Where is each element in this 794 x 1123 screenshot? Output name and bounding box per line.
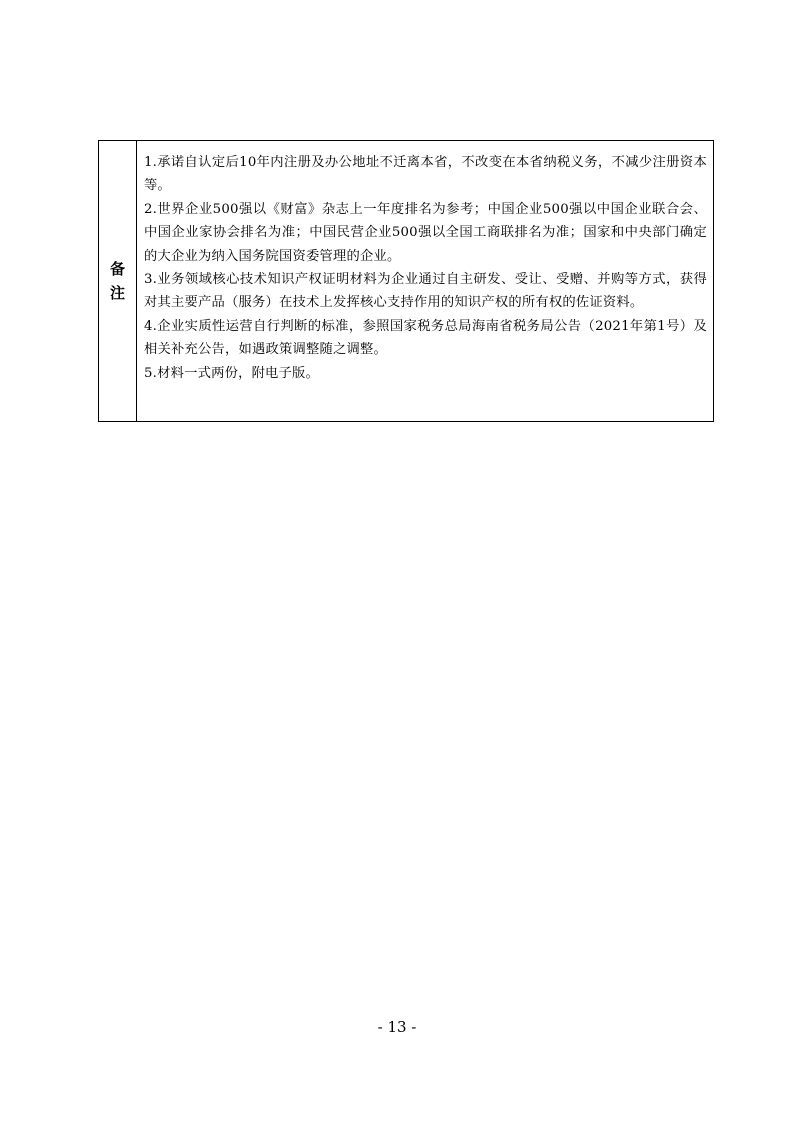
notes-label-char-1: 备 xyxy=(109,260,125,278)
notes-table xyxy=(98,140,714,422)
notes-label-cell xyxy=(99,141,137,421)
page-number: - 13 - xyxy=(377,1018,417,1036)
note-item-3: 3.业务领域核心技术知识产权证明材料为企业通过自主研发、受让、受赠、并购等方式，获得对其主要产品（服务）在技术上发挥核心支持作用的知识产权的所有权的佐证资料。 xyxy=(144,272,707,311)
note-item-5: 5.材料一式两份，附电子版。 xyxy=(144,365,320,381)
notes-content-cell xyxy=(137,141,713,421)
note-item-2: 2.世界企业500强以《财富》杂志上一年度排名为参考；中国企业500强以中国企业联合会、中国企业家协会排名为准；中国民营企业500强以全国工商联排名为准；国家和中央部门确定的大企业为纳入国务院国资委管理的企业。 xyxy=(144,201,707,264)
note-item-4: 4.企业实质性运营自行判断的标准，参照国家税务总局海南省税务局公告（2021年第1号）及相关补充公告，如遇政策调整随之调整。 xyxy=(144,318,707,358)
notes-label-char-2: 注 xyxy=(109,284,125,302)
note-item-1: 1.承诺自认定后10年内注册及办公地址不迁离本省，不改变在本省纳税义务，不减少注册资本等。 xyxy=(144,155,707,194)
